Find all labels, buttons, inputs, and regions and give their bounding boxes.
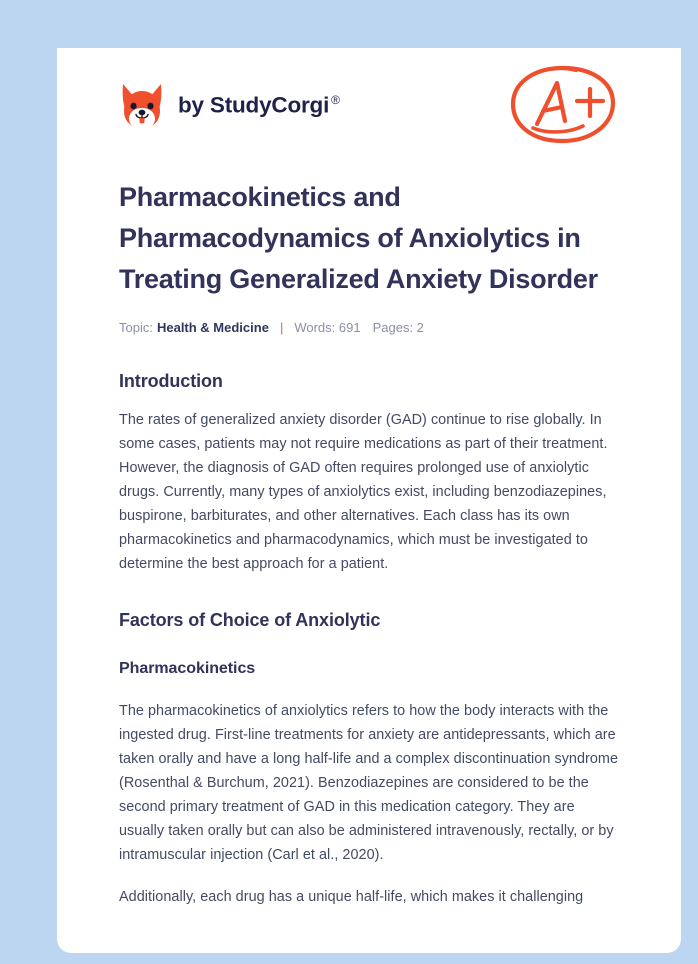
paragraph-introduction-1: The rates of generalized anxiety disorder (GAD) continue to rise globally. In some cases, patients may not require medications as part of their treatment. However, the diagnosis of GAD often requires prolonged use of anxiolytic drugs. Currently, many types of anxiolytics exist, including benzodiazepines, buspirone, barbiturates, and other alternatives. Each class has its own pharmacokinetics and pharmacodynamics, which must be investigated to determine the best approach for a patient. (119, 412, 608, 572)
meta-page-count: Pages: 2 (372, 320, 424, 335)
corgi-face-icon (119, 80, 165, 130)
registered-trademark-icon: ® (331, 92, 340, 107)
brand-wordmark (178, 94, 340, 117)
paragraph-pharmacokinetics-2: Additionally, each drug has a unique half-life, which makes it challenging (119, 889, 584, 905)
brand-wordmark-text: by StudyCorgi (178, 92, 330, 117)
document-page-sheet (57, 48, 681, 953)
document-meta (119, 319, 619, 337)
meta-topic-value[interactable]: Health & Medicine (156, 320, 269, 335)
meta-word-count: Words: 691 (294, 320, 361, 335)
paragraph-pharmacokinetics-1: The pharmacokinetics of anxiolytics refers to how the body interacts with the ingested drug. First-line treatments for anxiety are antidepressants, which are taken orally and have a long half-life and a complex discontinuation syndrome (Rosenthal & Burchum, 2021). Benzodiazepines are considered to be the second primary treatment of GAD in this medication category. They are usually taken orally but can also be administered intravenously, rectally, or by intramuscular injection (Carl et al., 2020). (119, 703, 619, 863)
page-title: Pharmacokinetics and Pharmacodynamics of Anxiolytics in Treating Generalized Anxiety Disorder (119, 182, 598, 294)
brand-logo-group[interactable] (119, 80, 340, 130)
section-heading-pharmacokinetics: Pharmacokinetics (119, 660, 256, 677)
section-heading-introduction: Introduction (119, 371, 223, 391)
page-content-area (57, 48, 681, 909)
meta-separator: | (279, 320, 284, 335)
brand-header (119, 48, 619, 156)
a-plus-grade-icon (507, 61, 619, 149)
meta-topic-label: Topic: (119, 320, 153, 335)
section-heading-factors-of-choice: Factors of Choice of Anxiolytic (119, 610, 381, 630)
